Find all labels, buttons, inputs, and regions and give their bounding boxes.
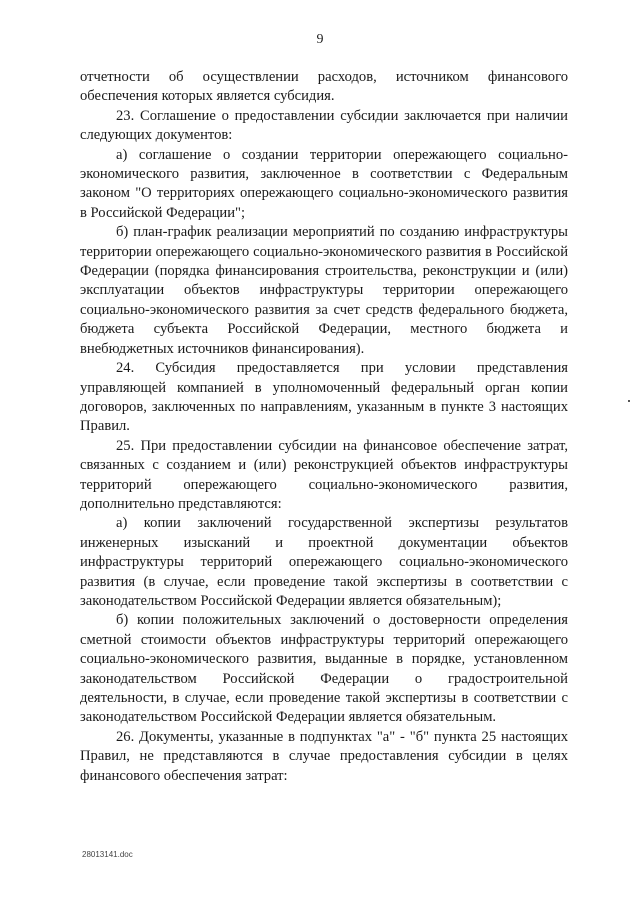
paragraph-26: 26. Документы, указанные в подпунктах "а" - "б" пункта 25 настоящих Правил, не представляются в случае предоставления субсидии в целях финансового обеспечения затрат:	[80, 728, 568, 784]
paragraph-25-b: б) копии положительных заключений о достоверности определения сметной стоимости объектов инфраструктуры территорий опережающего социально-экономического развития, выданные в порядке, установленном законодательством Российской Федерации о градостроительной деятельности, в случае, если проведение такой экспертизы в соответствии с законодательством Российской Федерации является обязательным.	[80, 612, 568, 726]
paragraph-25: 25. При предоставлении субсидии на финансовое обеспечение затрат, связанных с созданием и (или) реконструкцией объектов инфраструктуры территорий опережающего социально-экономического развития, дополнительно представляются:	[80, 437, 568, 512]
paragraph-23: 23. Соглашение о предоставлении субсидии заключается при наличии следующих документов:	[80, 107, 568, 144]
paragraph-24: 24. Субсидия предоставляется при условии представления управляющей компанией в уполномоченный федеральный орган копии договоров, заключенных по направлениям, указанным в пункте 3 настоящих Правил.	[80, 360, 568, 435]
paragraph-continuation: отчетности об осуществлении расходов, источником финансового обеспечения которых является субсидия.	[80, 69, 568, 105]
file-name-footer: 28013141.doc	[82, 850, 133, 859]
margin-dot	[628, 400, 630, 402]
paragraph-23-a: а) соглашение о создании территории опережающего социально-экономического развития, заключенное в соответствии с Федеральным законом "О территориях опережающего социально-экономического развития в Российской Федерации";	[80, 146, 568, 221]
paragraph-23-b: б) план-график реализации мероприятий по созданию инфраструктуры территории опережающего социально-экономического развития в Российской Федерации (порядка финансирования строительства, реконструкции и (или) эксплуатации объектов инфраструктуры территории опережающего социально-экономического развития за счет средств федерального бюджета, бюджета субъекта Российской Федерации, местного бюджета и внебюджетных источников финансирования).	[80, 224, 568, 357]
document-body	[80, 68, 568, 786]
page-number: 9	[316, 32, 324, 47]
paragraph-25-a: а) копии заключений государственной экспертизы результатов инженерных изысканий и проектной документации объектов инфраструктуры территорий опережающего социально-экономического развития (в случае, если проведение такой экспертизы в соответствии с законодательством Российской Федерации является обязательным);	[80, 515, 568, 609]
